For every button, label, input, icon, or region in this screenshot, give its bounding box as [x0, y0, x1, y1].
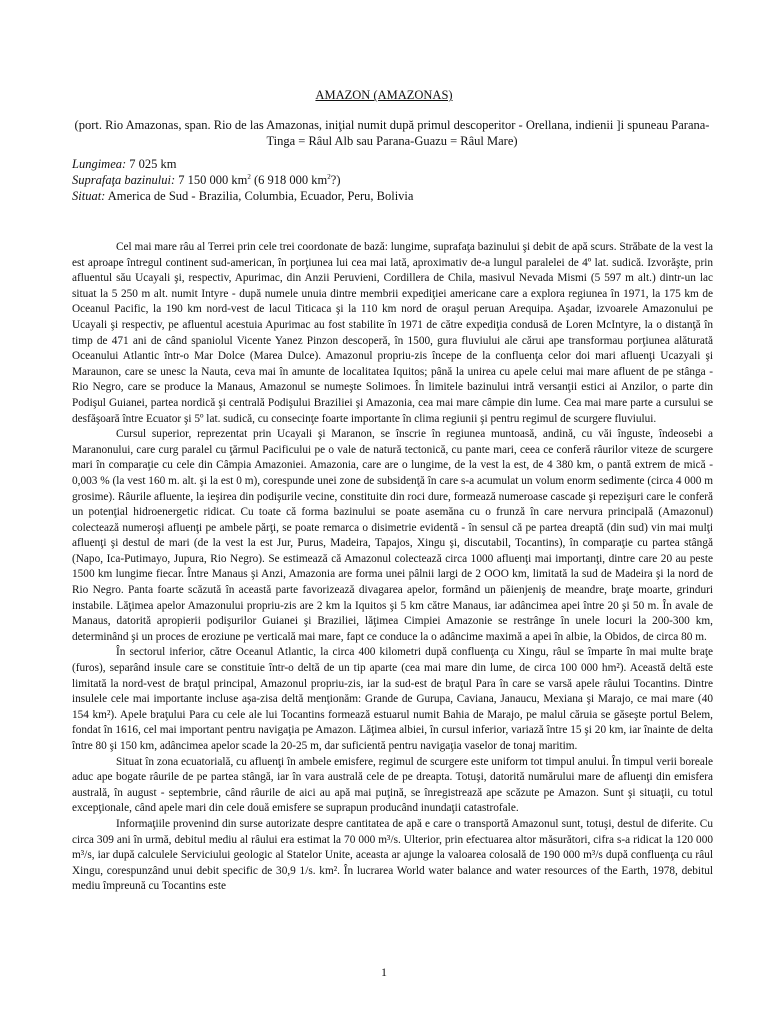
subtitle: (port. Rio Amazonas, span. Rio de las Amazonas, iniţial numit după primul descoperitor - Orellana, indienii ]i spuneau Parana-Tinga = Râul Alb sau Parana-Guazu = Râul Mare): [74, 118, 710, 148]
page-number: 1: [381, 965, 387, 979]
paragraph: Cel mai mare râu al Terrei prin cele trei coordonate de bază: lungime, suprafaţa bazinului şi debit de apă scurs. Străbate de la vest la est aproape întregul continent sud-american, în porţiunea lui cea mai lată, aproximativ de-a lungul paralelei de 4º lat. sudică. Izvorăşte, prin afluentul său Ucayali şi, respectiv, Apurimac, din Anzii Peruvieni, Cordillera de Chila, masivul Nevada Mismi (5 597 m alt.) dintr-un lac situat la 5 250 m alt. numit Intyre - după numele unuia dintre membrii expediţiei americane care a explora regiunea în 1971, la 175 km de Oceanul Pacific, la 190 km nord-vest de lacul Titicaca şi la 110 km nord de oraşul peruan Arequipa. Aşadar, izvoarele Amazonului pe Ucayali şi respectiv, pe afluentul acestuia Apurimac au fost stabilite în 1971 de către expediţia condusă de Loren McIntyre, la o distanţă în timp de 471 ani de când spaniolul Vicente Yanez Pinzon descoperă, în 1500, gura fluviului ale cărui ape transformau porţiunea alăturată Oceanului Atlantic într-o Mar Dolce (Marea Dulce). Amazonul propriu-zis începe de la confluenţa celor doi mari afluenţi Ucazyali şi Maraunon, care se unesc la Nauta, ceva mai în amunte de localitatea Iquitos; până la unirea cu apele celui mai mare afluent de pe stânga - Rio Negro, care se produce la Manaus, Amazonul se numeşte Solimoes. În limitele bazinului intră versanţii estici ai Anzilor, o parte din Podişul Guianei, partea nordică şi centrală Podişului Braziliei şi Amazonia, cea mai mare câmpie din lume. Cea mai mare parte a cursului se desfăşoară între Ecuator şi 5º lat. sudică, cu consecinţe foarte importante în clima regiunii şi pentru regimul de scurgere fluviului.: [72, 241, 713, 425]
length-value: 7 025 km: [129, 157, 177, 171]
area-value: 7 150 000 km: [178, 173, 248, 187]
paragraph: Cursul superior, reprezentat prin Ucayali şi Maranon, se înscrie în regiunea muntoasă, andină, cu văi înguste, îndeosebi a Maranonului, care curg paralel cu ţărmul Pacificului pe o vale de natură tectonică, cu pante mari, ceea ce conferă râurilor viteze de scurgere mari în comparaţie cu cele din Câmpia Amazoniei. Amazonia, care are o lungime, de la vest la est, de 4 380 km, o pantă extrem de mică - 0,003 % (la vest 160 m. alt. şi la est 0 m), corespunde unei zone de subsidenţă în care s-a acumulat un volum enorm sedimente (circa 4 000 m grosime). Râurile afluente, la ieşirea din podişurile vecine, constituite din roci dure, formează numeroase cascade şi repezişuri care le conferă un potenţial hidroenergetic ridicat. Cu toate că forma bazinului se poate asemăna cu o frunză în care nervura principală (Amazonul) colectează numeroşi afluenţi pe ambele părţi, se poate remarca o disimetrie evidentă - în sensul că pe partea dreaptă (din sud) vin mai mulţi afluenţi şi destul de mari (de la vest la est Jur, Purus, Madeira, Tapajos, Xingu şi, discutabil, Tocantins), în comparaţie cu partea stângă (Napo, Ica-Putimayo, Jupura, Rio Negro). Se estimează că Amazonul colectează circa 1000 afluenţi mai importanţi, dintre care 20 au peste 1500 km lungime fiecar. Între Manaus şi Anzi, Amazonia are forma unei pâlnii largi de 2 OOO km, limitată la sud de Madeira şi la nord de Rio Negro. Panta foarte scăzută în această parte favorizează divagarea apelor, formând un păienjeniş de meandre, braţe moarte, grinduri instabile. Lăţimea apelor Amazonului propriu-zis are 2 km la Iquitos şi 5 km către Manaus, iar adâncimea apei între 20 şi 50 m. În avale de Manaus, datorită apropierii podişurilor Guianei şi Braziliei, lăţimea Cimpiei Amazonie se restrânge în unele locuri la 200-300 km, determinând şi un proces de eroziune pe verticală mai mare, fapt ce conduce la o adâncime maximă a apei în albie, la Obidos, de circa 80 m.: [72, 428, 713, 643]
area-alt-end: ?): [330, 173, 341, 187]
length-line: [72, 156, 712, 172]
paragraph: Informaţiile provenind din surse autorizate despre cantitatea de apă e care o transportă Amazonul sunt, totuşi, destul de diferite. Cu circa 309 ani în urmă, debitul mediu al râului era estimat la 70 000 m³/s. Ulterior, prin efectuarea altor măsurători, cifra s-a ridicat la 120 000 m³/s, iar după calculele Serviciului geologic al Statelor Unite, aceasta ar ajunge la valoarea colosală de 190 000 m³/s după confluenţa cu râul Xingu, corespunzând unui debit specific de 30,9 1/s. km². În lucrarea World water balance and water resources of the Earth, 1978, debitul mediu împreună cu Tocantins este: [72, 817, 713, 893]
area-alt-sup: 2: [327, 172, 331, 181]
location-label: Situat:: [72, 189, 106, 203]
location-value: America de Sud - Brazilia, Columbia, Ecuador, Peru, Bolivia: [107, 189, 414, 203]
area-sup: 2: [247, 172, 251, 181]
area-label: Suprafaţa bazinului:: [72, 173, 176, 187]
paragraph: În sectorul inferior, către Oceanul Atlantic, la circa 400 kilometri după confluenţa cu Xingu, râul se împarte în mai multe braţe (furos), separând insule care se constituie într-o deltă de un tip aparte (cea mai mare din lume, de circa 100 000 hm²). Această deltă este limitată la nord-vest de braţul principal, Amazonul propriu-zis, iar la sud-est de braţul Para în care se varsă apele râului Tocantins. Dintre insulele cele mai importante incluse aşa-zisa deltă menţionăm: Grande de Gurupa, Caviana, Janaucu, Mexiana şi Marajo, ce mai mare (40 154 km²). Apele braţului Para cu cele ale lui Tocantins formează estuarul numit Bahia de Marajo, pe malul căruia se găseşte portul Belem, fondat în 1616, cel mai important pentru navigaţia pe Amazon. Lăţimea albiei, în cursul inferior, variază între 15 şi 20 km, iar înainte de delta între 80 şi 150 km, adâncimea apelor scade la 20-25 m, dar suficientă pentru navigaţia vaselor de tonaj maritim.: [72, 646, 713, 752]
paragraph: Situat în zona ecuatorială, cu afluenţi în ambele emisfere, regimul de scurgere este uniform tot timpul anului. În timpul verii boreale aduc ape bogate râurile de pe partea stângă, iar în vara australă cele de pe dreapta. Totuşi, datorită numărului mare de afluenţi din emisfera australă, în august - septembrie, când râurile de aici au apă mai puţină, se înregistrează ape scăzute pe Amazon. Sunt şi situaţii, cu totul excepţionale, când apele mari din cele două emisfere se suprapun producând inundaţii catastrofale.: [72, 755, 713, 815]
page-title: AMAZON (AMAZONAS): [315, 88, 453, 102]
body-text: [72, 240, 713, 895]
area-alt: (6 918 000 km: [250, 173, 328, 187]
area-line: [72, 172, 712, 188]
length-label: Lungimea:: [72, 157, 127, 171]
location-line: [72, 188, 712, 204]
river-facts: [72, 156, 712, 204]
